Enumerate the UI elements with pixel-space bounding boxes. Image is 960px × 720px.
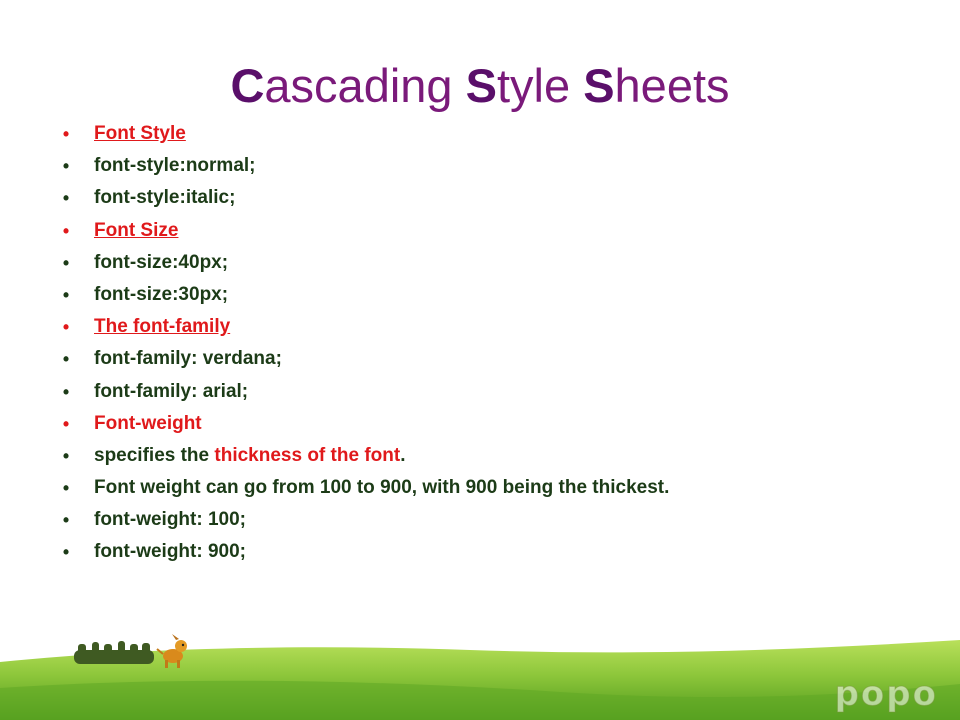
bullet-heading xyxy=(56,408,916,440)
bullet-text: font-family: arial; xyxy=(94,380,249,402)
bullet-dot-icon: • xyxy=(62,284,70,305)
bullet-item xyxy=(56,247,916,279)
title-capital-letter: C xyxy=(230,59,265,112)
bullet-text: font-size:40px; xyxy=(94,251,229,273)
bullet-text: Font Style xyxy=(94,123,186,144)
title-text: heets xyxy=(614,59,730,112)
title-text: ascading xyxy=(264,59,466,112)
bullet-text: . xyxy=(400,444,406,466)
bullet-item xyxy=(56,343,916,375)
bullet-heading xyxy=(56,311,916,343)
title-text: tyle xyxy=(496,59,584,112)
bullet-item xyxy=(56,536,916,568)
bullet-dot-icon: • xyxy=(62,220,70,241)
bullet-dot-icon: • xyxy=(62,349,70,370)
bullet-dot-icon: • xyxy=(62,445,70,466)
bullet-item xyxy=(56,472,916,504)
bullet-text: font-size:30px; xyxy=(94,283,229,305)
bullet-dot-icon: • xyxy=(62,510,70,531)
bullet-text: font-style:normal; xyxy=(94,155,256,177)
bullet-text: specifies the xyxy=(94,444,215,466)
bullet-dot-icon: • xyxy=(62,188,70,209)
popo-logo: popo xyxy=(834,674,938,714)
bullet-dot-icon: • xyxy=(62,413,70,434)
title-capital-letter: S xyxy=(465,59,497,112)
bullet-item xyxy=(56,376,916,408)
bullet-dot-icon: • xyxy=(62,156,70,177)
bullet-list xyxy=(56,118,916,569)
bullet-dot-icon: • xyxy=(62,381,70,402)
bullet-text: font-family: verdana; xyxy=(94,348,282,370)
bullet-item xyxy=(56,504,916,536)
slide-title xyxy=(0,58,960,113)
bullet-item xyxy=(56,279,916,311)
bullet-dot-icon: • xyxy=(62,252,70,273)
bullet-dot-icon: • xyxy=(62,124,70,144)
bullet-text: Font Size xyxy=(94,219,179,241)
bullet-text: font-style:italic; xyxy=(94,187,236,209)
grass-field-decoration xyxy=(0,600,960,720)
bullet-dot-icon: • xyxy=(62,317,70,338)
bullet-item xyxy=(56,182,916,214)
bullet-text: Font weight can go from 100 to 900, with 900 being the thickest. xyxy=(94,477,670,499)
bullet-heading xyxy=(56,215,916,247)
bullet-text: font-weight: 100; xyxy=(94,509,246,531)
bullet-dot-icon: • xyxy=(62,478,70,499)
title-capital-letter: S xyxy=(583,59,615,112)
bullet-text: font-weight: 900; xyxy=(94,541,246,563)
tree-line-icon xyxy=(74,641,154,664)
bullet-heading xyxy=(56,118,916,150)
bullet-accent-text: thickness of the font xyxy=(214,444,401,466)
bullet-text: Font-weight xyxy=(94,412,202,434)
bullet-text: The font-family xyxy=(94,316,231,338)
bullet-item xyxy=(56,440,916,472)
bullet-item xyxy=(56,150,916,182)
bullet-dot-icon: • xyxy=(62,542,70,563)
